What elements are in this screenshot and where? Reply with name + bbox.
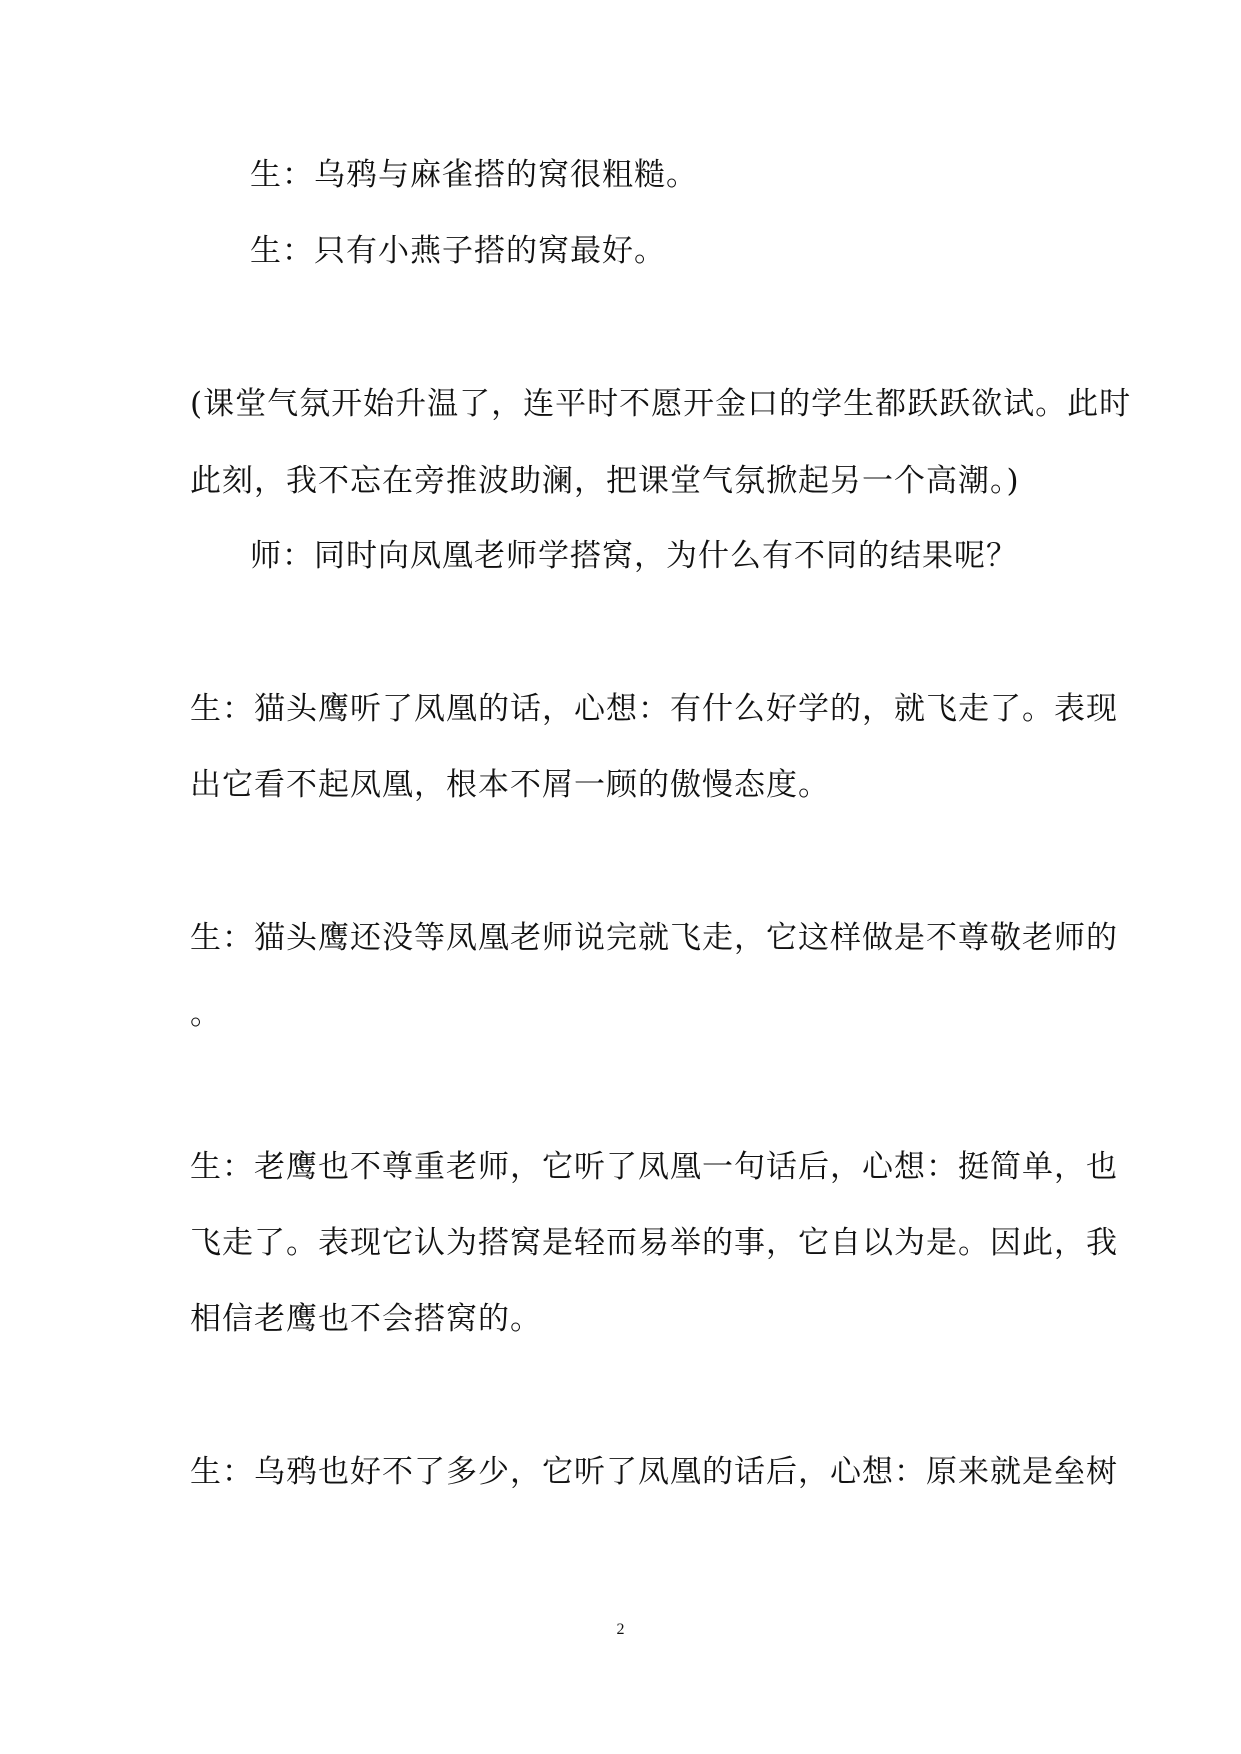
- paragraph-7-line-2: 飞走了。表现它认为搭窝是轻而易举的事，它自以为是。因此，我: [190, 1225, 1118, 1261]
- paragraph-2-line-1: 生：只有小燕子搭的窝最好。: [250, 233, 666, 269]
- paragraph-1-line-1: 生：乌鸦与麻雀搭的窝很粗糙。: [250, 157, 698, 193]
- page-number: 2: [616, 1621, 625, 1638]
- paragraph-4-line-1: 师：同时向凤凰老师学搭窝，为什么有不同的结果呢？: [250, 538, 1018, 574]
- paragraph-6-line-1: 生：猫头鹰还没等凤凰老师说完就飞走，它这样做是不尊敬老师的: [190, 920, 1118, 956]
- paragraph-6-line-2: 。: [190, 996, 222, 1032]
- paragraph-3-line-2: 此刻，我不忘在旁推波助澜，把课堂气氛掀起另一个高潮。): [190, 463, 1020, 499]
- paragraph-5-line-1: 生：猫头鹰听了凤凰的话，心想：有什么好学的，就飞走了。表现: [190, 691, 1118, 727]
- paragraph-3-line-1: (课堂气氛开始升温了，连平时不愿开金口的学生都跃跃欲试。此时: [190, 386, 1132, 422]
- paragraph-8-line-1: 生：乌鸦也好不了多少，它听了凤凰的话后，心想：原来就是垒树: [190, 1454, 1118, 1490]
- paragraph-5-line-2: 出它看不起凤凰，根本不屑一顾的傲慢态度。: [190, 767, 830, 803]
- paragraph-7-line-3: 相信老鹰也不会搭窝的。: [190, 1301, 542, 1337]
- paragraph-7-line-1: 生：老鹰也不尊重老师，它听了凤凰一句话后，心想：挺简单，也: [190, 1149, 1118, 1185]
